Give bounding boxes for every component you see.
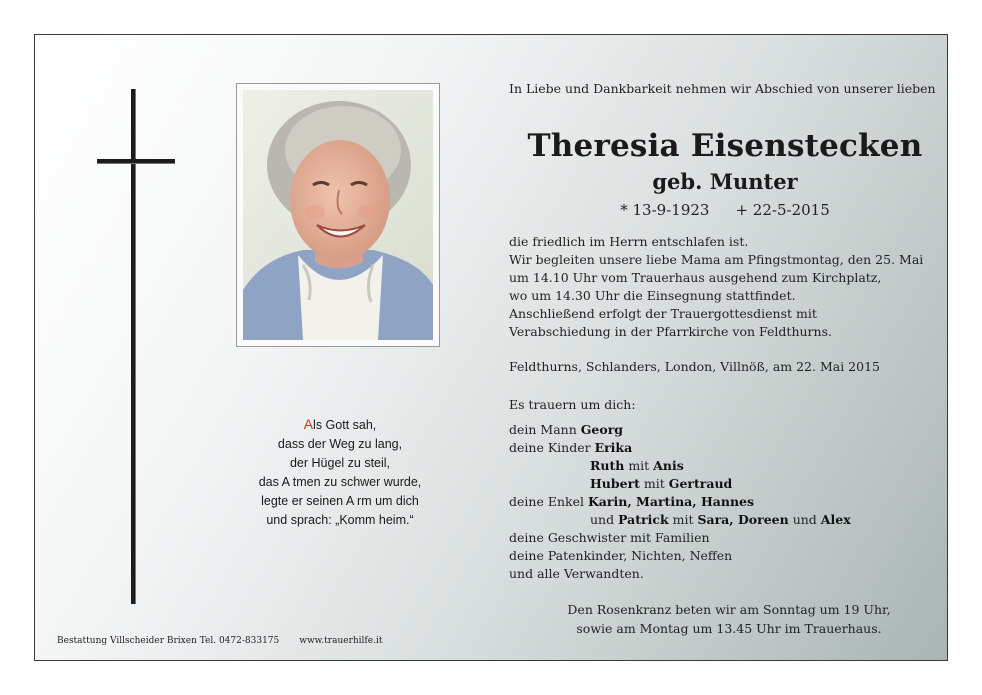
mourner-row [509, 511, 851, 529]
mourners-list [509, 421, 851, 583]
portrait-photo [236, 83, 440, 347]
mourner-name: Gertraud [668, 476, 733, 491]
mourner-row [509, 439, 851, 457]
mourner-name: Hubert [590, 476, 640, 491]
cross-icon [131, 89, 135, 604]
mourner-name: Anis [653, 458, 684, 473]
funeral-home-contact: Bestattung Villscheider Brixen Tel. 0472-833175 [57, 636, 280, 646]
mourner-relation: deine Kinder [509, 440, 595, 455]
mourner-relation: deine Enkel [509, 494, 588, 509]
announcement-line: Wir begleiten unsere liebe Mama am Pfingstmontag, den 25. Mai [509, 252, 924, 267]
announcement-line: wo um 14.30 Uhr die Einsegnung stattfindet. [509, 288, 796, 303]
birth-date: * 13-9-1923 [620, 201, 710, 219]
poem-line: legte er seinen A rm um dich [261, 494, 419, 508]
announcement-line: Verabschiedung in der Pfarrkirche von Feldthurns. [509, 324, 832, 339]
mourner-relation: dein Mann [509, 422, 581, 437]
poem-line: der Hügel zu steil, [289, 456, 391, 470]
life-dates [505, 201, 945, 219]
poem [235, 415, 445, 530]
mourner-connector: mit [639, 476, 669, 491]
mourner-name: Ruth [590, 458, 625, 473]
death-date: + 22-5-2015 [735, 201, 830, 219]
poem-line [235, 415, 445, 435]
mourner-row [509, 457, 851, 475]
mourner-name: Erika [594, 440, 633, 455]
obituary-card [34, 34, 948, 661]
poem-line: das A tmen zu schwer wurde, [258, 475, 422, 489]
website-link[interactable]: www.trauerhilfe.it [299, 636, 383, 646]
portrait-image [243, 90, 433, 340]
poem-line: dass der Weg zu lang, [277, 437, 403, 451]
mourner-connector: mit [624, 458, 654, 473]
mourner-name: Georg [580, 422, 624, 437]
announcement-text [509, 233, 923, 341]
mourner-name: Patrick [618, 512, 669, 527]
mourner-row: und alle Verwandten. [509, 566, 644, 581]
mourners-heading: Es trauern um dich: [509, 397, 636, 412]
intro-text: In Liebe und Dankbarkeit nehmen wir Abschied von unserer lieben [509, 81, 936, 96]
announcement-line: um 14.10 Uhr vom Trauerhaus ausgehend zum Kirchplatz, [509, 270, 882, 285]
deceased-name: Theresia Eisenstecken [527, 128, 923, 164]
announcement-line: die friedlich im Herrn entschlafen ist. [509, 234, 749, 249]
mourner-name: Karin, Martina, Hannes [587, 494, 755, 509]
mourner-row [509, 493, 851, 511]
mourner-name: Sara, Doreen [697, 512, 789, 527]
poem-line: und sprach: „Komm heim.“ [266, 513, 414, 527]
maiden-name: geb. Munter [652, 169, 798, 194]
rosary-notice [509, 600, 949, 638]
mourner-row [509, 421, 851, 439]
poem-first-line: ls Gott sah, [313, 418, 377, 432]
cross-icon-crossbar [97, 159, 175, 163]
mourner-connector: mit [668, 512, 698, 527]
footer [57, 636, 382, 646]
mourner-name: Alex [820, 512, 851, 527]
poem-initial: A [303, 416, 314, 432]
mourner-row: deine Geschwister mit Familien [509, 530, 710, 545]
mourner-row [509, 475, 851, 493]
announcement-line: Anschließend erfolgt der Trauergottesdienst mit [509, 306, 817, 321]
mourner-row: deine Patenkinder, Nichten, Neffen [509, 548, 733, 563]
rosary-line: sowie am Montag um 13.45 Uhr im Trauerhaus. [576, 621, 882, 636]
place-and-date: Feldthurns, Schlanders, London, Villnöß, am 22. Mai 2015 [509, 359, 880, 374]
mourner-connector: und [788, 512, 821, 527]
rosary-line: Den Rosenkranz beten wir am Sonntag um 19 Uhr, [567, 602, 891, 617]
mourner-connector: und [590, 512, 619, 527]
